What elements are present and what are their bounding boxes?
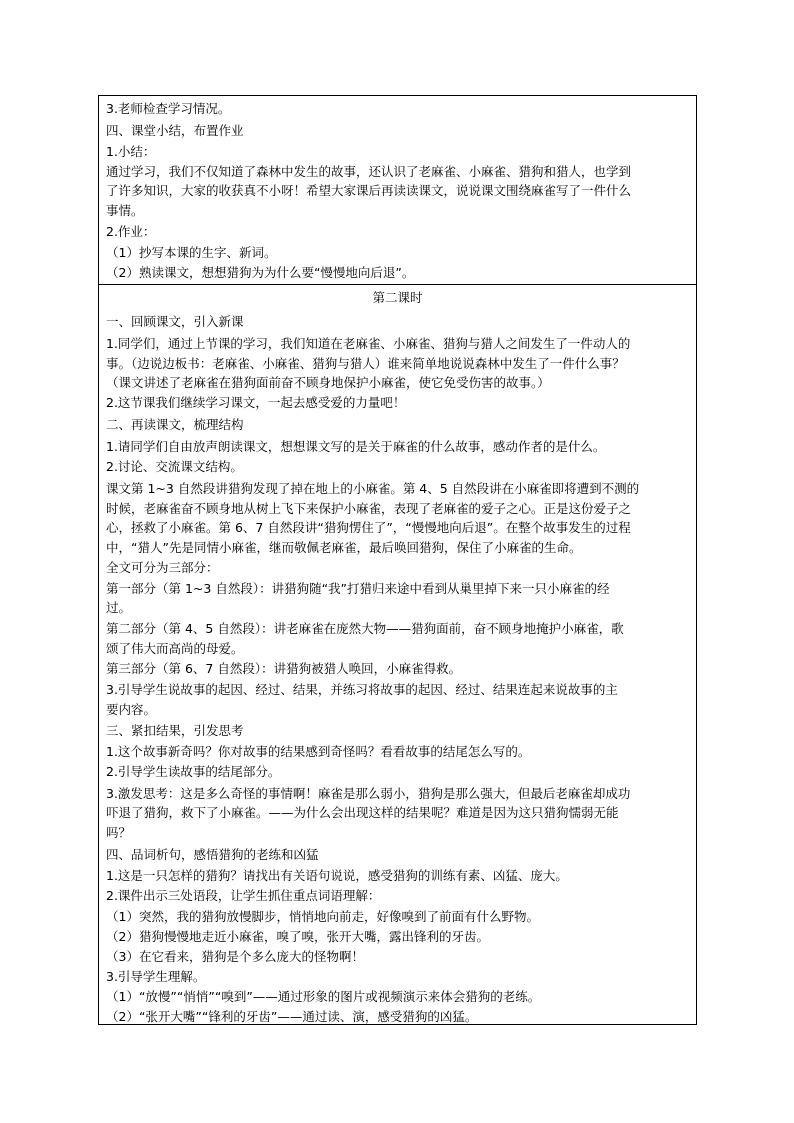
text-line: 2.讨论、交流课文结构。 [106,459,243,474]
text-line: 要内容。 [106,702,157,717]
text-line: 2.这节课我们继续学习课文，一起去感受爱的力量吧！ [106,395,406,410]
text-line: 3.引导学生说故事的起因、经过、结果，并练习将故事的起因、经过、结果连起来说故事的主 [106,682,618,697]
text-line: （课文讲述了老麻雀在猎狗面前奋不顾身地保护小麻雀，使它免受伤害的故事。） [106,375,550,390]
text-line: 吓退了猎狗，救下了小麻雀。——为什么会出现这样的结果呢？难道是因为这只猎狗懦弱无能 [106,805,619,820]
text-line: 三、紧扣结果，引发思考 [106,723,244,738]
text-line: （1）突然，我的猎狗放慢脚步，悄悄地向前走，好像嗅到了前面有什么野物。 [106,909,539,924]
text-line: 事。（边说边板书：老麻雀、小麻雀、猎狗与猎人）谁来简单地说说森林中发生了一件什么事？ [106,356,625,371]
text-line: 第二部分（第 4、5 自然段）：讲老麻雀在庞然大物——猎狗面前，奋不顾身地掩护小麻雀，歌 [106,621,624,636]
text-line: 中，“猎人”先是同情小麻雀，继而敬佩老麻雀，最后唤回猎狗，保住了小麻雀的生命。 [106,540,582,555]
text-line: 1.小结： [106,144,156,159]
text-line: 第一部分（第 1~3 自然段）：讲猎狗随“我”打猎归来途中看到从巢里掉下来一只小麻雀的经 [106,581,610,596]
text-line: （3）在它看来，猎狗是个多么庞大的怪物啊！ [106,949,364,964]
text-line: 过。 [106,600,132,615]
text-line: 全文可分为三部分： [106,560,219,575]
text-line: 通过学习，我们不仅知道了森林中发生的故事，还认识了老麻雀、小麻雀、猎狗和猎人，也学到 [106,164,632,179]
text-line: （1）抄写本课的生字、新词。 [106,245,277,260]
text-line: 二、再读课文，梳理结构 [106,417,244,432]
text-line: 1.请同学们自由放声朗读课文，想想课文写的是关于麻雀的什么故事，感动作者的是什么。 [106,439,606,454]
text-line: 1.这个故事新奇吗？你对故事的结果感到奇怪吗？看看故事的结尾怎么写的。 [106,744,531,759]
text-line: 3.激发思考：这是多么奇怪的事情啊！麻雀是那么弱小，猎狗是那么强大，但最后老麻雀却成功 [106,786,631,801]
text-line: 心，拯救了小麻雀。第 6、7 自然段讲“猎狗愣住了”，“慢慢地向后退”。在整个故事发生的过程 [106,520,631,535]
text-line: 颂了伟大而高尚的母爱。 [106,641,244,656]
text-line: （1）“放慢”“悄悄”“嗅到”——通过形象的图片或视频演示来体会猎狗的老练。 [106,989,541,1004]
text-line: 2.课件出示三处语段，让学生抓住重点词语理解： [106,888,381,903]
text-line: 四、品词析句，感悟猎狗的老练和凶猛 [106,847,319,862]
text-line: 2.引导学生读故事的结尾部分。 [106,764,281,779]
text-line: 第三部分（第 6、7 自然段）：讲猎狗被猎人唤回，小麻雀得救。 [106,661,462,676]
text-line: 3.老师检查学习情况。 [106,101,231,116]
text-line: 1.同学们，通过上节课的学习，我们知道在老麻雀、小麻雀、猎狗与猎人之间发生了一件动人的 [106,336,631,351]
text-line: 了许多知识，大家的收获真不小呀！希望大家课后再读读课文，说说课文围绕麻雀写了一件什么 [106,183,632,198]
text-line: 一、回顾课文，引入新课 [106,314,244,329]
text-line: 事情。 [106,203,144,218]
text-line: （2）猎狗慢慢地走近小麻雀，嗅了嗅，张开大嘴，露出锋利的牙齿。 [106,929,489,944]
lesson-two-title: 第二课时 [372,290,423,305]
text-line: 时候，老麻雀奋不顾身地从树上飞下来保护小麻雀，表现了老麻雀的爱子之心。正是这份爱子之 [106,501,632,516]
text-line: （2）熟读课文，想想猎狗为为什么要“慢慢地向后退”。 [106,265,415,280]
text-line: 吗？ [106,825,132,840]
text-line: 2.作业： [106,224,156,239]
text-line: 1.这是一只怎样的猎狗？请找出有关语句说说，感受猎狗的训练有素、凶猛、庞大。 [106,868,568,883]
text-line: 四、课堂小结，布置作业 [106,123,244,138]
text-line: 课文第 1~3 自然段讲猎狗发现了掉在地上的小麻雀。第 4、5 自然段讲在小麻雀即将遭到不测的 [106,481,640,496]
text-line: （2）“张开大嘴”“锋利的牙齿”——通过读、演，感受猎狗的凶猛。 [106,1009,478,1024]
text-line: 3.引导学生理解。 [106,969,206,984]
